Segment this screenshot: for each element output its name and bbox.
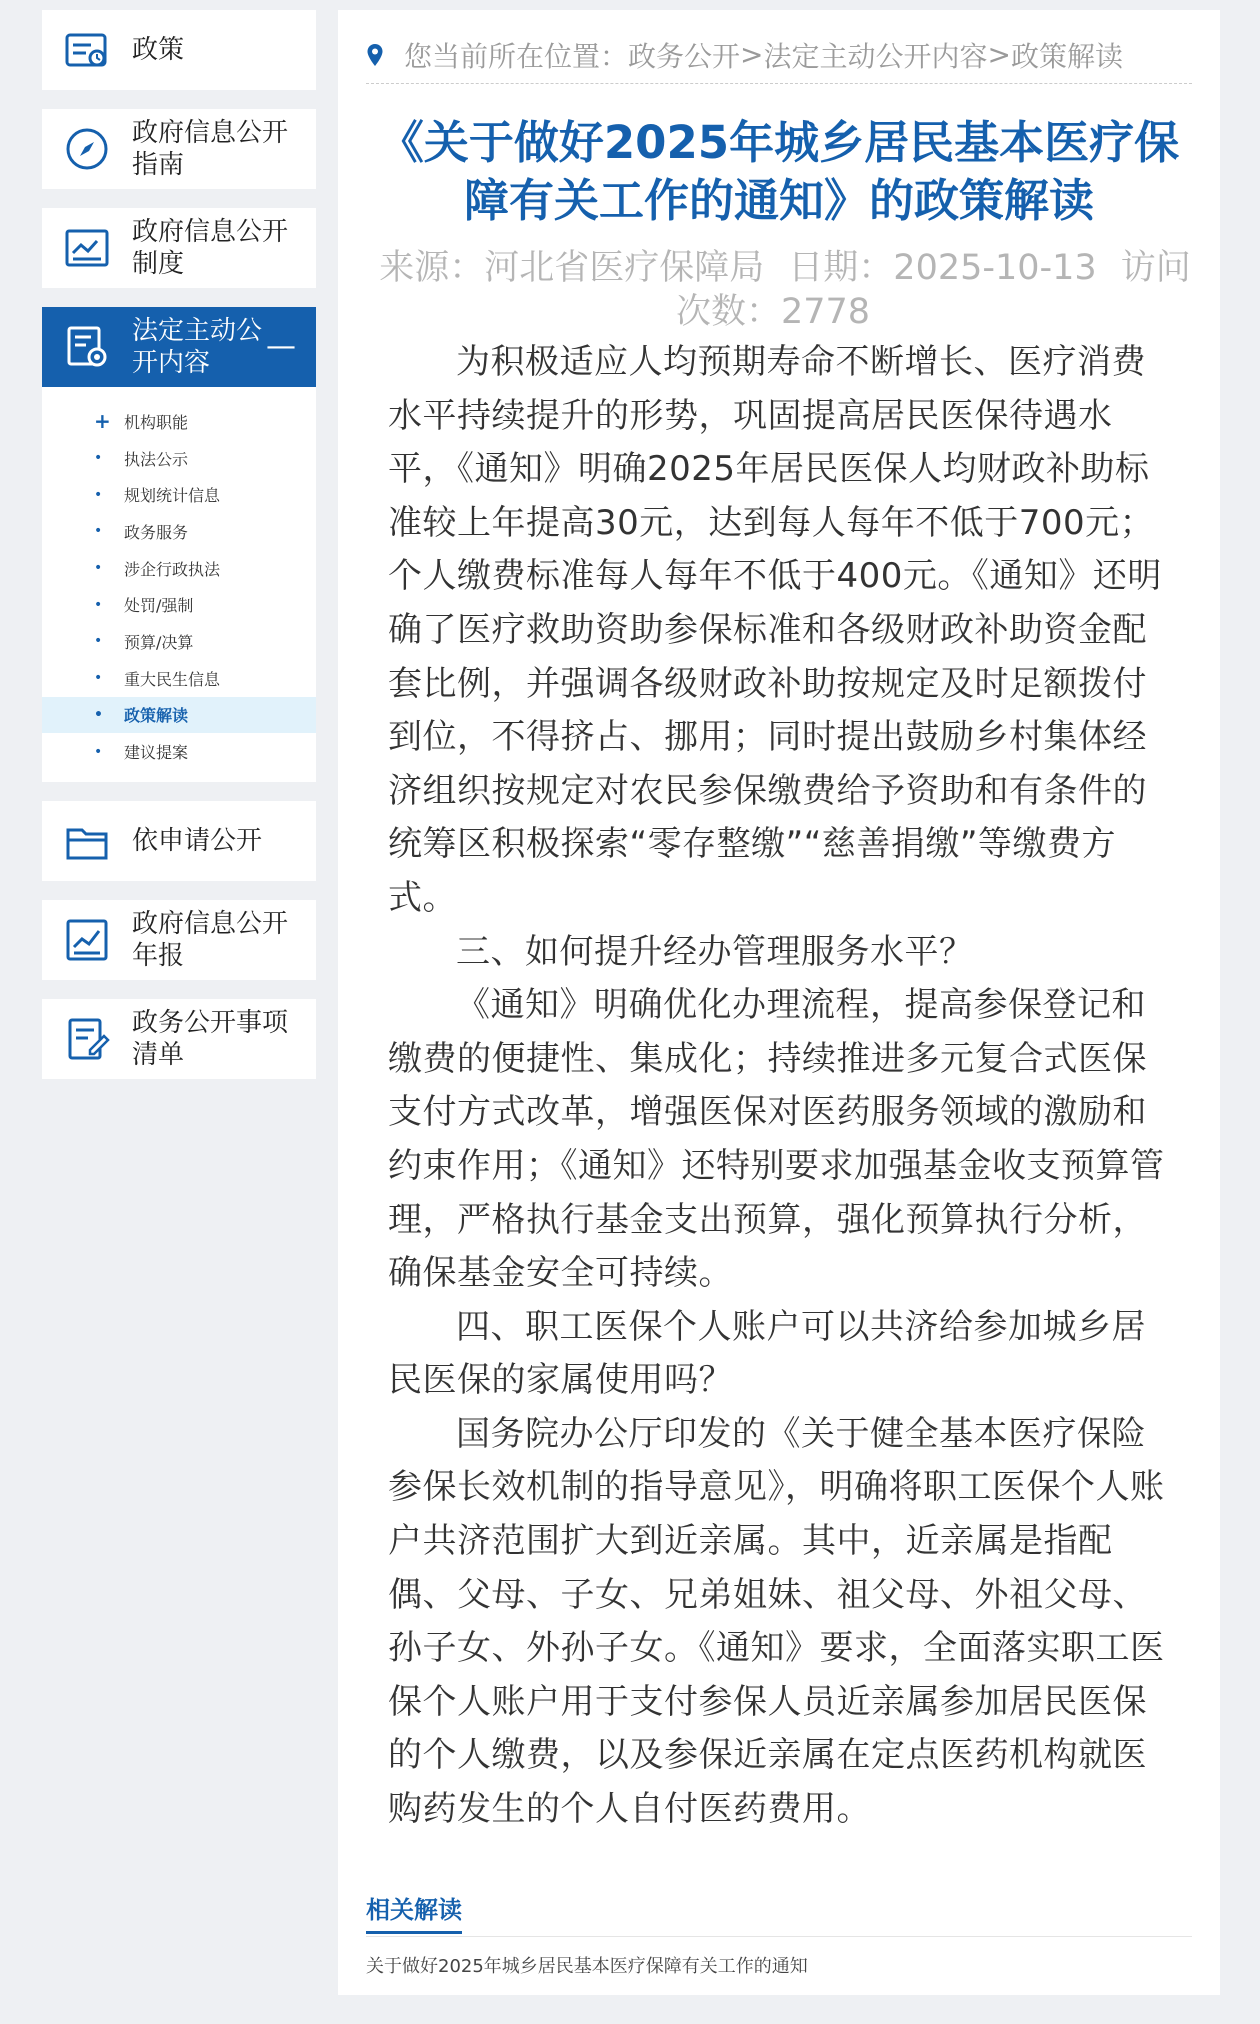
breadcrumb: [366, 26, 1192, 84]
article-paragraph: 《通知》明确优化办理流程，提高参保登记和缴费的便捷性、集成化；持续推进多元复合式医保支付方式改革，增强医保对医药服务领域的激励和约束作用；《通知》还特别要求加强基金收支预算管理，严格执行基金支出预算，强化预算执行分析，确保基金安全可持续。: [388, 985, 1165, 1294]
folder-icon: [64, 818, 110, 864]
breadcrumb-prefix: 您当前所在位置：: [404, 39, 629, 73]
article-panel: [338, 10, 1220, 1995]
sidebar-item-policy[interactable]: [42, 10, 316, 90]
article-paragraph: 为积极适应人均预期寿命不断增长、医疗消费水平持续提升的形势，巩固提高居民医保待遇水平，《通知》明确2025年居民医保人均财政补助标准较上年提高30元，达到每人每年不低于700元；个人缴费标准每人每年不低于400元。《通知》还明确了医疗救助资助参保标准和各级财政补助资金配套比例，并强调各级财政补助按规定及时足额拨付到位，不得挤占、挪用；同时提出鼓励乡村集体经济组织按规定对农民参保缴费给予资助和有条件的统筹区积极探索“零存整缴”“慈善捐缴”等缴费方式。: [388, 342, 1162, 918]
subnav-item[interactable]: [42, 733, 316, 770]
annual-report-icon: [64, 917, 110, 963]
compass-icon: [64, 126, 110, 172]
sidebar-item-label: 政务公开事项清单: [132, 1007, 289, 1070]
related-section: [366, 1890, 462, 1934]
subnav-item[interactable]: [42, 513, 316, 550]
divider: [366, 1936, 1192, 1937]
subnav-item[interactable]: [42, 660, 316, 697]
subnav-item[interactable]: [42, 476, 316, 513]
subnav-item-label: 重大民生信息: [124, 669, 221, 689]
bullet-icon: •: [94, 706, 103, 723]
article-views: 访问次数：2778: [675, 248, 1191, 332]
subnav: [42, 387, 316, 782]
checklist-icon: [64, 1016, 110, 1062]
policy-doc-icon: [64, 27, 110, 73]
sidebar-item-label: 政府信息公开制度: [132, 217, 289, 279]
subnav-item-label: 涉企行政执法: [124, 559, 221, 579]
sidebar-item-label: 政府信息公开年报: [132, 908, 289, 971]
sidebar-item-label: 政策: [132, 35, 185, 65]
article-meta: [366, 246, 1192, 334]
related-link[interactable]: 关于做好2025年城乡居民基本医疗保障有关工作的通知: [366, 1956, 808, 1977]
subnav-item[interactable]: [42, 623, 316, 660]
sidebar-item-annual-report[interactable]: [42, 900, 316, 980]
sidebar-item-label: 依申请公开: [132, 825, 263, 856]
section-heading: 四、职工医保个人账户可以共济给参加城乡居民医保的家属使用吗？: [388, 1306, 1146, 1401]
breadcrumb-link-statutory[interactable]: 法定主动公开内容: [763, 39, 988, 73]
bullet-icon: •: [94, 450, 103, 467]
breadcrumb-separator: >: [740, 38, 764, 71]
breadcrumb-link-gov-affairs[interactable]: 政务公开: [628, 39, 741, 73]
subnav-item-label: 机构职能: [124, 412, 189, 432]
article-date: 日期：2025-10-13: [788, 248, 1097, 288]
article-title: 《关于做好2025年城乡居民基本医疗保障有关工作的通知》的政策解读: [378, 116, 1180, 227]
bullet-icon: •: [94, 523, 103, 540]
related-heading: 相关解读: [366, 1890, 462, 1934]
sidebar-item-on-request[interactable]: [42, 801, 316, 881]
bullet-icon: •: [94, 560, 103, 577]
bullet-icon: •: [94, 633, 103, 650]
subnav-item-label: 政策解读: [124, 706, 189, 726]
sidebar-item-label: 法定主动公开内容: [132, 316, 263, 378]
subnav-item-policy-interpretation[interactable]: [42, 697, 316, 734]
public-content-icon: [64, 324, 110, 370]
subnav-item-label: 建议提案: [124, 743, 189, 763]
sidebar-item-label: 政府信息公开指南: [132, 118, 289, 180]
article-paragraph: 国务院办公厅印发的《关于健全基本医疗保险参保长效机制的指导意见》，明确将职工医保个人账户共济范围扩大到近亲属。其中，近亲属是指配偶、父母、子女、兄弟姐妹、祖父母、外祖父母、孙子女、外孙子女。《通知》要求，全面落实职工医保个人账户用于支付参保人员近亲属参加居民医保的个人缴费，以及参保近亲属在定点医药机构就医购药发生的个人自付医药费用。: [388, 1413, 1165, 1830]
section-heading: 三、如何提升经办管理服务水平？: [456, 931, 974, 972]
subnav-item-label: 处罚/强制: [124, 596, 194, 616]
collapse-toggle[interactable]: —: [266, 329, 296, 364]
breadcrumb-link-policy-interpretation[interactable]: 政策解读: [1010, 39, 1123, 73]
bullet-icon: •: [94, 486, 103, 503]
location-pin-icon: [366, 43, 384, 67]
subnav-item[interactable]: [42, 586, 316, 623]
article-source: 来源：河北省医疗保障局: [379, 248, 765, 288]
sidebar-item-item-list[interactable]: [42, 999, 316, 1079]
subnav-item-label: 规划统计信息: [124, 486, 221, 506]
sidebar-item-disclosure-guide[interactable]: [42, 109, 316, 189]
sidebar: [42, 10, 316, 1098]
bullet-icon: •: [94, 670, 103, 687]
subnav-item-label: 政务服务: [124, 522, 189, 542]
breadcrumb-separator: >: [987, 38, 1011, 71]
bullet-icon: •: [94, 743, 103, 760]
sidebar-item-disclosure-system[interactable]: [42, 208, 316, 288]
sidebar-item-statutory-content[interactable]: [42, 307, 316, 387]
subnav-item[interactable]: [42, 403, 316, 440]
subnav-item-label: 执法公示: [124, 449, 189, 469]
system-doc-icon: [64, 225, 110, 271]
subnav-item[interactable]: [42, 440, 316, 477]
expand-icon: +: [94, 409, 111, 434]
article-body: [388, 336, 1170, 1856]
bullet-icon: •: [94, 596, 103, 613]
subnav-item[interactable]: [42, 550, 316, 587]
subnav-item-label: 预算/决算: [124, 632, 194, 652]
